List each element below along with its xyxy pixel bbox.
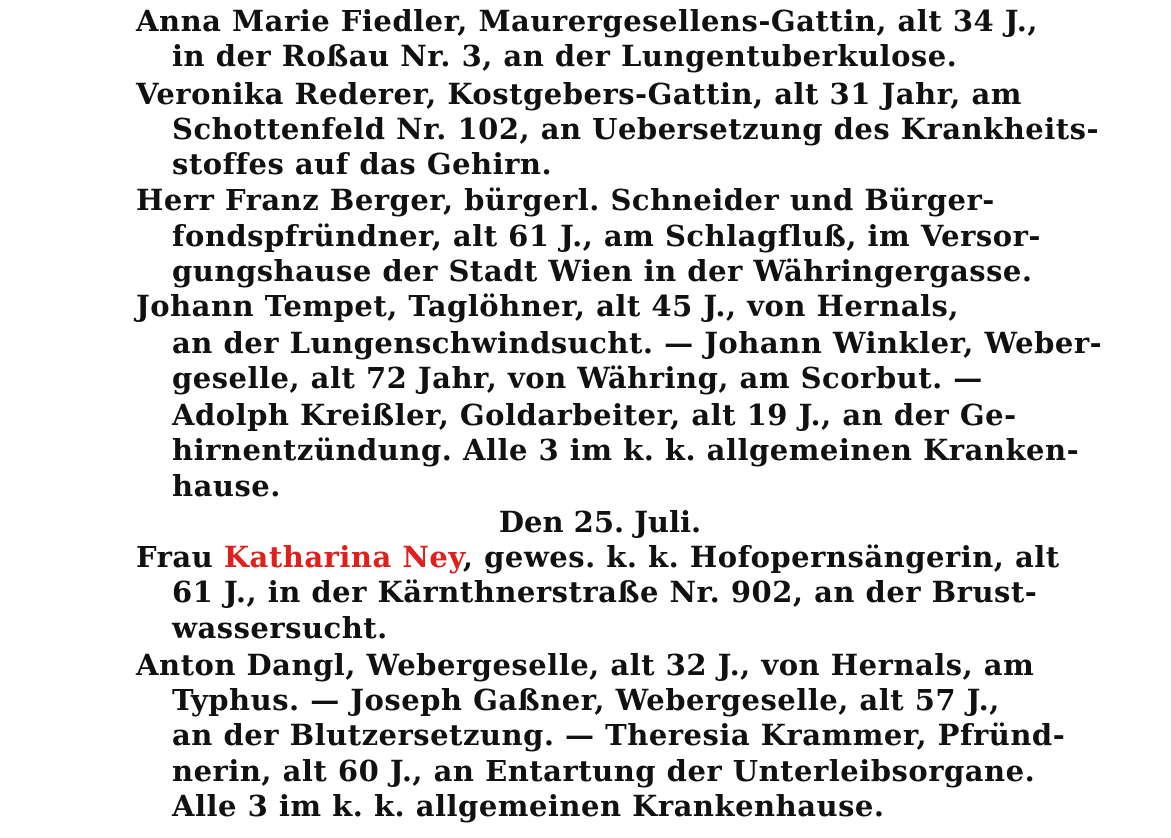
entry-4-line-1: Johann Tempet, Taglöhner, alt 45 J., von Hernals,: [136, 289, 959, 323]
entry-1-line-1: Anna Marie Fiedler, Maurergesellens-Gattin, alt 34 J.,: [136, 4, 1038, 38]
entry-3-line-1: Herr Franz Berger, bürgerl. Schneider und Bürger-: [136, 183, 995, 217]
entry-4-line-6: hause.: [172, 469, 281, 503]
entry-4-line-2: an der Lungenschwindsucht. — Johann Winkler, Weber-: [172, 326, 1103, 360]
entry-5-line-4: nerin, alt 60 J., an Entartung der Unterleibsorgane.: [172, 754, 1036, 788]
entry-3-line-2: fondspfründner, alt 61 J., am Schlagfluß, im Versor-: [172, 219, 1041, 253]
highlight-entry-line-2: 61 J., in der Kärnthnerstraße Nr. 902, an der Brust-: [172, 575, 1038, 609]
entry-2-line-1: Veronika Rederer, Kostgebers-Gattin, alt 31 Jahr, am: [136, 77, 1022, 111]
entry-5-line-1: Anton Dangl, Webergeselle, alt 32 J., von Hernals, am: [136, 648, 1035, 682]
highlight-entry-line-3: wassersucht.: [172, 611, 388, 645]
entry-5-line-3: an der Blutzersetzung. — Theresia Krammer, Pfründ-: [172, 718, 1066, 752]
entry-4-line-3: geselle, alt 72 Jahr, von Währing, am Scorbut. —: [172, 361, 983, 395]
highlight-entry-prefix: Frau: [136, 540, 224, 574]
entry-5-line-5: Alle 3 im k. k. allgemeinen Krankenhause.: [172, 789, 885, 823]
highlighted-name: Katharina Ney: [223, 540, 463, 574]
entry-4-line-4: Adolph Kreißler, Goldarbeiter, alt 19 J., an der Ge-: [172, 398, 1017, 432]
date-heading: Den 25. Juli.: [498, 505, 702, 539]
entry-4-line-5: hirnentzündung. Alle 3 im k. k. allgemeinen Kranken-: [172, 433, 1080, 467]
entry-1-line-2: in der Roßau Nr. 3, an der Lungentuberkulose.: [172, 39, 958, 73]
entry-3-line-3: gungshause der Stadt Wien in der Währingergasse.: [172, 254, 1033, 288]
entry-5-line-2: Typhus. — Joseph Gaßner, Webergeselle, alt 57 J.,: [172, 683, 1000, 717]
entry-2-line-3: stoffes auf das Gehirn.: [172, 147, 553, 181]
entry-2-line-2: Schottenfeld Nr. 102, an Uebersetzung des Krankheits-: [172, 112, 1100, 146]
highlight-entry-rest: , gewes. k. k. Hofopernsängerin, alt: [462, 540, 1060, 574]
highlight-entry-line-1: [136, 540, 1060, 574]
